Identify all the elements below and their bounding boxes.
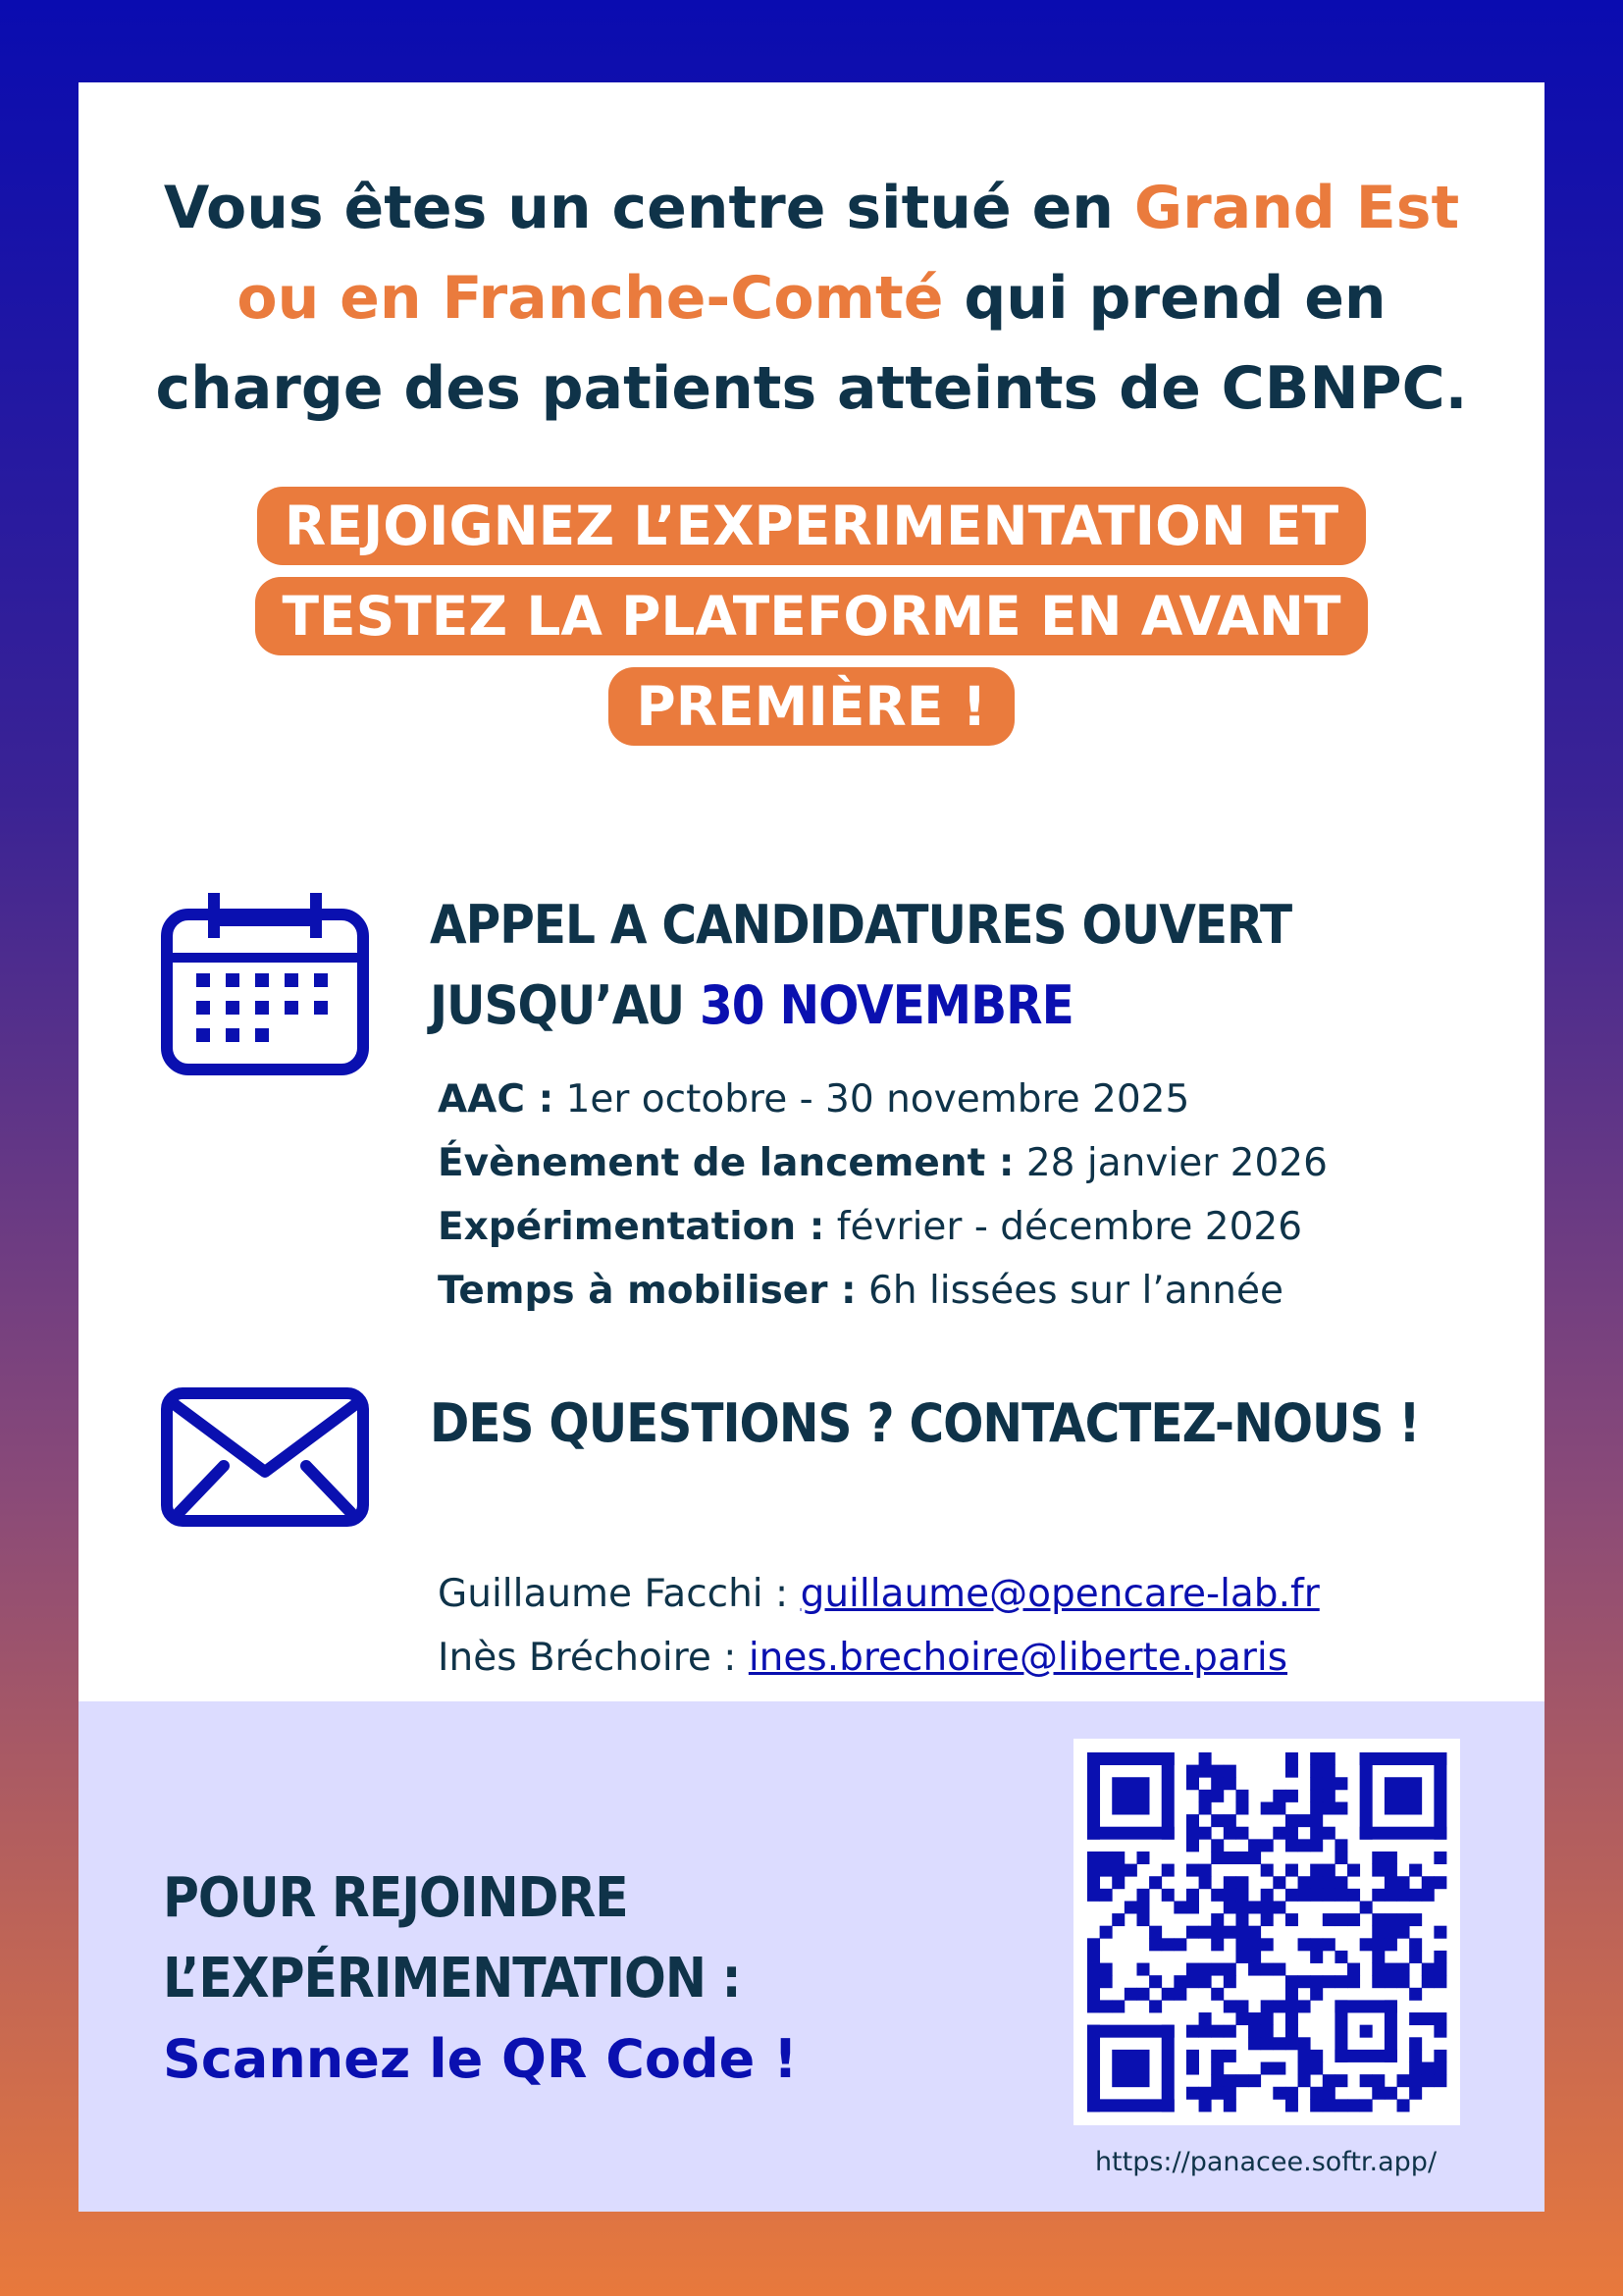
detail-value: février - décembre 2026 <box>824 1205 1303 1249</box>
cta-text: REJOIGNEZ L’EXPERIMENTATION ET TESTEZ LA PLATEFORME EN AVANT PREMIÈRE ! <box>255 487 1369 746</box>
application-title-line2 <box>430 965 1291 1046</box>
scan-instruction: Scannez le QR Code ! <box>163 2028 798 2090</box>
contact-email-link[interactable]: ines.brechoire@liberte.paris <box>748 1636 1288 1680</box>
headline-region-highlight: Grand Est ou en Franche-Comté <box>236 174 1460 333</box>
detail-row <box>438 1068 1328 1131</box>
contact-email-link[interactable]: guillaume@opencare-lab.fr <box>800 1572 1320 1616</box>
detail-value: 1er octobre - 30 novembre 2025 <box>553 1077 1190 1122</box>
detail-value: 6h lissées sur l’année <box>856 1269 1284 1313</box>
contact-row <box>438 1562 1320 1626</box>
join-panel <box>79 1701 1544 2212</box>
join-title-line2: L’EXPÉRIMENTATION : <box>163 1947 741 2010</box>
detail-row <box>438 1259 1328 1323</box>
join-title <box>163 1858 741 2019</box>
contact-title: DES QUESTIONS ? CONTACTEZ-NOUS ! <box>430 1392 1420 1454</box>
contact-list <box>438 1562 1320 1690</box>
headline-part2: qui prend en charge des patients atteints de CBNPC. <box>155 264 1468 423</box>
join-url[interactable]: https://panacee.softr.app/ <box>1094 2147 1438 2177</box>
detail-label: Temps à mobiliser : <box>438 1269 857 1313</box>
detail-row <box>438 1195 1328 1259</box>
join-title-line1: POUR REJOINDRE <box>163 1866 628 1930</box>
detail-label: Expérimentation : <box>438 1205 825 1249</box>
application-title-line1: APPEL A CANDIDATURES OUVERT <box>430 894 1292 956</box>
envelope-icon <box>161 1387 369 1527</box>
detail-label: Évènement de lancement : <box>438 1141 1015 1185</box>
cta-banner <box>79 481 1544 752</box>
headline-part1: Vous êtes un centre situé en <box>163 174 1134 242</box>
contact-row <box>438 1626 1320 1690</box>
contact-name: Inès Bréchoire : <box>438 1636 749 1680</box>
application-title-prefix: JUSQU’AU <box>430 974 700 1036</box>
headline <box>118 163 1505 434</box>
contact-name: Guillaume Facchi : <box>438 1572 801 1616</box>
detail-row <box>438 1131 1328 1195</box>
application-deadline: 30 NOVEMBRE <box>699 974 1073 1036</box>
flyer-page <box>79 82 1544 2212</box>
qr-code-icon[interactable] <box>1073 1739 1460 2125</box>
application-title <box>430 885 1291 1046</box>
application-details <box>438 1068 1328 1323</box>
detail-value: 28 janvier 2026 <box>1014 1141 1328 1185</box>
detail-label: AAC : <box>438 1077 554 1122</box>
calendar-icon <box>161 889 369 1075</box>
